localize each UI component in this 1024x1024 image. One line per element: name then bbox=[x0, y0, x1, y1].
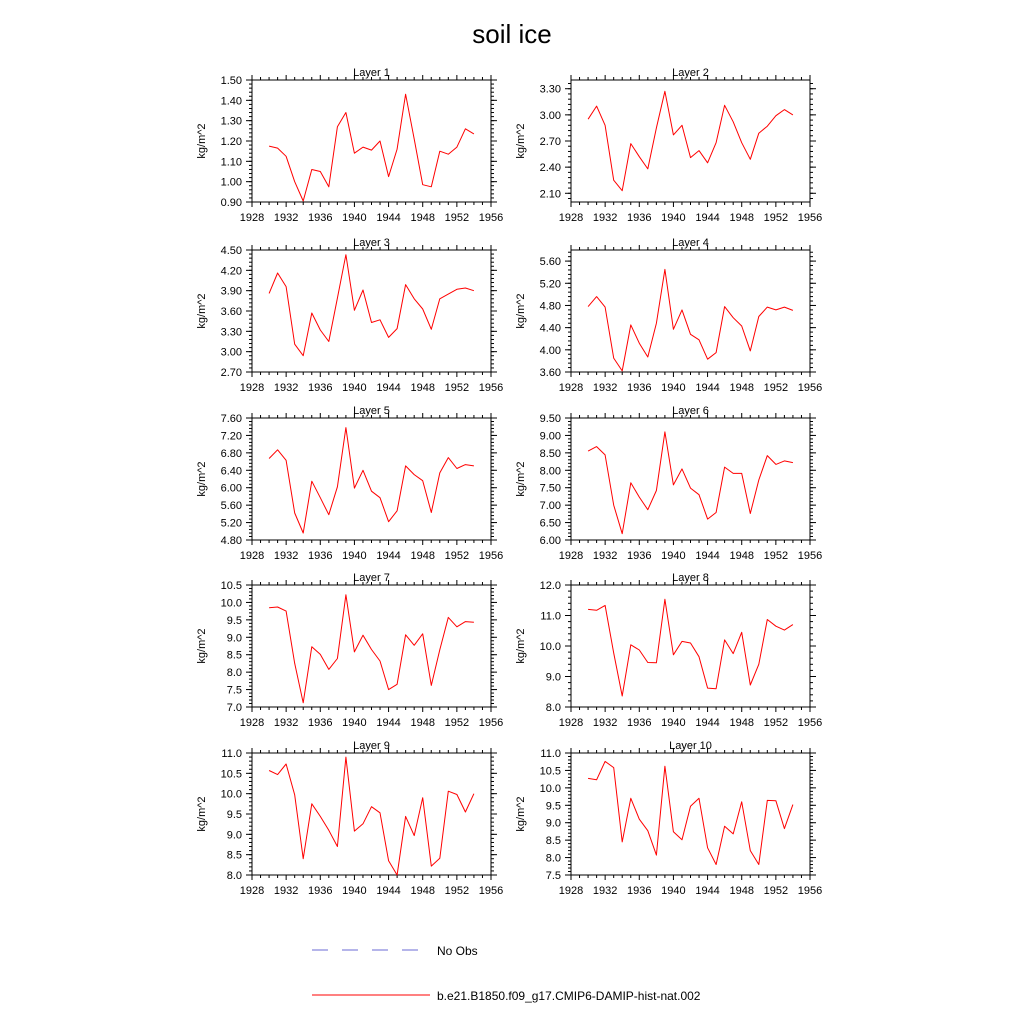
x-tick-label: 1944 bbox=[695, 212, 720, 224]
y-tick-label: 7.5 bbox=[545, 870, 561, 882]
x-tick-label: 1932 bbox=[592, 885, 618, 897]
y-tick-label: 7.0 bbox=[226, 702, 242, 714]
x-tick-label: 1956 bbox=[797, 382, 823, 394]
x-tick-label: 1952 bbox=[444, 382, 470, 394]
x-tick-label: 1932 bbox=[273, 717, 299, 729]
x-tick-label: 1936 bbox=[308, 550, 333, 562]
panel-title: Layer 6 bbox=[672, 405, 709, 417]
y-tick-label: 10.5 bbox=[539, 765, 561, 778]
y-tick-label: 6.00 bbox=[539, 535, 561, 547]
y-tick-label: 6.80 bbox=[220, 447, 242, 460]
x-tick-label: 1944 bbox=[695, 885, 720, 897]
y-tick-label: 11.0 bbox=[540, 748, 561, 760]
y-tick-label: 1.10 bbox=[220, 156, 242, 169]
x-tick-label: 1936 bbox=[627, 382, 652, 394]
y-tick-label: 5.20 bbox=[220, 517, 242, 530]
y-tick-label: 5.20 bbox=[539, 278, 561, 291]
panel-title: Layer 9 bbox=[353, 740, 390, 752]
y-tick-label: 2.40 bbox=[539, 162, 561, 175]
y-tick-label: 7.50 bbox=[539, 482, 561, 495]
y-tick-label: 10.0 bbox=[220, 597, 242, 610]
y-tick-label: 9.5 bbox=[545, 800, 561, 813]
panel-title: Layer 1 bbox=[353, 67, 390, 79]
y-axis-label: kg/m^2 bbox=[196, 123, 208, 159]
x-tick-label: 1956 bbox=[797, 717, 823, 729]
y-tick-label: 9.0 bbox=[226, 632, 242, 645]
y-tick-label: 10.0 bbox=[539, 641, 561, 653]
x-tick-label: 1948 bbox=[729, 550, 754, 562]
x-tick-label: 1956 bbox=[478, 212, 504, 224]
y-tick-label: 8.0 bbox=[226, 870, 242, 882]
y-tick-label: 0.90 bbox=[220, 197, 242, 209]
legend-label-no-obs: No Obs bbox=[437, 944, 478, 958]
y-axis-label: kg/m^2 bbox=[515, 293, 527, 329]
x-tick-label: 1956 bbox=[797, 212, 823, 224]
x-tick-label: 1944 bbox=[695, 717, 720, 729]
y-tick-label: 6.00 bbox=[220, 482, 242, 495]
y-tick-label: 10.0 bbox=[539, 782, 561, 795]
x-tick-label: 1944 bbox=[376, 212, 401, 224]
y-axis-label: kg/m^2 bbox=[196, 796, 208, 832]
x-tick-label: 1952 bbox=[763, 717, 789, 729]
x-tick-label: 1932 bbox=[592, 717, 618, 729]
y-axis-label: kg/m^2 bbox=[196, 461, 208, 497]
x-tick-label: 1944 bbox=[376, 885, 401, 897]
y-tick-label: 1.40 bbox=[220, 95, 242, 108]
panel-title: Layer 8 bbox=[672, 572, 709, 584]
x-tick-label: 1928 bbox=[239, 382, 265, 394]
panel-title: Layer 3 bbox=[353, 237, 390, 249]
y-tick-label: 4.50 bbox=[220, 245, 242, 257]
y-axis-label: kg/m^2 bbox=[515, 796, 527, 832]
x-tick-label: 1952 bbox=[444, 717, 470, 729]
y-tick-label: 7.60 bbox=[220, 413, 242, 425]
y-tick-label: 8.00 bbox=[539, 465, 561, 478]
y-tick-label: 8.5 bbox=[545, 835, 561, 848]
y-axis-label: kg/m^2 bbox=[196, 628, 208, 664]
panel-title: Layer 5 bbox=[353, 405, 390, 417]
x-tick-label: 1928 bbox=[239, 550, 265, 562]
y-tick-label: 3.00 bbox=[220, 346, 242, 359]
y-tick-label: 7.20 bbox=[220, 430, 242, 443]
x-tick-label: 1948 bbox=[729, 717, 754, 729]
x-tick-label: 1928 bbox=[239, 885, 265, 897]
x-tick-label: 1948 bbox=[729, 885, 754, 897]
y-tick-label: 2.70 bbox=[220, 367, 242, 379]
y-tick-label: 3.30 bbox=[539, 83, 561, 96]
x-tick-label: 1936 bbox=[308, 885, 333, 897]
x-tick-label: 1952 bbox=[444, 212, 470, 224]
x-tick-label: 1936 bbox=[627, 717, 652, 729]
x-tick-label: 1944 bbox=[695, 382, 720, 394]
y-tick-label: 8.5 bbox=[226, 649, 242, 662]
y-tick-label: 9.0 bbox=[226, 829, 242, 842]
x-tick-label: 1956 bbox=[478, 885, 504, 897]
x-tick-label: 1940 bbox=[661, 382, 686, 394]
y-tick-label: 1.00 bbox=[220, 176, 242, 189]
y-tick-label: 8.0 bbox=[545, 702, 561, 714]
x-tick-label: 1936 bbox=[308, 212, 333, 224]
x-tick-label: 1948 bbox=[729, 212, 754, 224]
panel-title: Layer 4 bbox=[672, 237, 709, 249]
x-tick-label: 1928 bbox=[558, 382, 584, 394]
y-tick-label: 4.80 bbox=[539, 300, 561, 313]
y-tick-label: 4.00 bbox=[539, 344, 561, 357]
x-tick-label: 1952 bbox=[763, 212, 789, 224]
y-tick-label: 4.20 bbox=[220, 265, 242, 278]
y-tick-label: 7.00 bbox=[539, 500, 561, 513]
y-tick-label: 5.60 bbox=[539, 256, 561, 269]
y-tick-label: 8.50 bbox=[539, 447, 561, 460]
y-tick-label: 5.60 bbox=[220, 500, 242, 513]
y-tick-label: 8.0 bbox=[545, 852, 561, 865]
x-tick-label: 1936 bbox=[627, 885, 652, 897]
x-tick-label: 1952 bbox=[444, 885, 470, 897]
x-tick-label: 1932 bbox=[592, 382, 618, 394]
y-tick-label: 1.20 bbox=[220, 136, 242, 148]
x-tick-label: 1932 bbox=[273, 550, 299, 562]
x-tick-label: 1956 bbox=[478, 550, 504, 562]
panel-title: Layer 7 bbox=[353, 572, 390, 584]
y-axis-label: kg/m^2 bbox=[515, 628, 527, 664]
figure-title: soil ice bbox=[472, 19, 552, 49]
y-tick-label: 3.60 bbox=[539, 367, 561, 379]
y-axis-label: kg/m^2 bbox=[515, 461, 527, 497]
x-tick-label: 1948 bbox=[729, 382, 754, 394]
y-tick-label: 3.90 bbox=[220, 285, 242, 298]
x-tick-label: 1940 bbox=[342, 885, 367, 897]
y-tick-label: 10.5 bbox=[220, 768, 242, 781]
x-tick-label: 1932 bbox=[592, 550, 618, 562]
x-tick-label: 1932 bbox=[273, 212, 299, 224]
x-tick-label: 1928 bbox=[558, 212, 584, 224]
y-tick-label: 4.40 bbox=[539, 322, 561, 335]
x-tick-label: 1944 bbox=[376, 550, 401, 562]
y-tick-label: 2.70 bbox=[539, 136, 561, 148]
x-tick-label: 1928 bbox=[239, 212, 265, 224]
y-tick-label: 10.5 bbox=[220, 580, 242, 592]
x-tick-label: 1940 bbox=[342, 550, 367, 562]
y-tick-label: 9.0 bbox=[545, 817, 561, 830]
x-tick-label: 1928 bbox=[558, 550, 584, 562]
x-tick-label: 1940 bbox=[661, 212, 686, 224]
x-tick-label: 1944 bbox=[695, 550, 720, 562]
x-tick-label: 1956 bbox=[797, 885, 823, 897]
y-tick-label: 2.10 bbox=[539, 188, 561, 201]
x-tick-label: 1932 bbox=[273, 382, 299, 394]
y-axis-label: kg/m^2 bbox=[196, 293, 208, 329]
y-tick-label: 9.0 bbox=[545, 671, 561, 684]
x-tick-label: 1944 bbox=[376, 717, 401, 729]
y-tick-label: 11.0 bbox=[221, 748, 242, 760]
y-tick-label: 9.5 bbox=[226, 809, 242, 821]
x-tick-label: 1932 bbox=[592, 212, 618, 224]
x-tick-label: 1952 bbox=[763, 382, 789, 394]
x-tick-label: 1936 bbox=[627, 212, 652, 224]
y-tick-label: 8.0 bbox=[226, 667, 242, 680]
x-tick-label: 1932 bbox=[273, 885, 299, 897]
x-tick-label: 1956 bbox=[797, 550, 823, 562]
x-tick-label: 1956 bbox=[478, 382, 504, 394]
x-tick-label: 1936 bbox=[308, 717, 333, 729]
x-tick-label: 1940 bbox=[342, 382, 367, 394]
y-tick-label: 3.00 bbox=[539, 109, 561, 122]
panel-title: Layer 2 bbox=[672, 67, 709, 79]
y-tick-label: 6.50 bbox=[539, 517, 561, 530]
y-tick-label: 6.40 bbox=[220, 465, 242, 478]
x-tick-label: 1948 bbox=[410, 382, 435, 394]
y-tick-label: 1.50 bbox=[220, 75, 242, 87]
x-tick-label: 1940 bbox=[661, 550, 686, 562]
x-tick-label: 1940 bbox=[661, 717, 686, 729]
x-tick-label: 1940 bbox=[661, 885, 686, 897]
x-tick-label: 1952 bbox=[763, 885, 789, 897]
y-tick-label: 4.80 bbox=[220, 535, 242, 547]
y-axis-label: kg/m^2 bbox=[515, 123, 527, 159]
legend-label-model: b.e21.B1850.f09_g17.CMIP6-DAMIP-hist-nat.002 bbox=[437, 989, 701, 1003]
x-tick-label: 1944 bbox=[376, 382, 401, 394]
y-tick-label: 8.5 bbox=[226, 849, 242, 862]
x-tick-label: 1928 bbox=[558, 885, 584, 897]
x-tick-label: 1940 bbox=[342, 212, 367, 224]
y-tick-label: 3.30 bbox=[220, 326, 242, 339]
y-tick-label: 7.5 bbox=[226, 684, 242, 697]
x-tick-label: 1940 bbox=[342, 717, 367, 729]
x-tick-label: 1928 bbox=[558, 717, 584, 729]
y-tick-label: 9.50 bbox=[539, 413, 561, 425]
x-tick-label: 1948 bbox=[410, 550, 435, 562]
y-tick-label: 10.0 bbox=[220, 788, 242, 801]
x-tick-label: 1956 bbox=[478, 717, 504, 729]
y-tick-label: 11.0 bbox=[540, 610, 561, 623]
panel-title: Layer 10 bbox=[669, 740, 712, 752]
x-tick-label: 1948 bbox=[410, 717, 435, 729]
y-tick-label: 9.5 bbox=[226, 614, 242, 627]
x-tick-label: 1948 bbox=[410, 212, 435, 224]
x-tick-label: 1928 bbox=[239, 717, 265, 729]
y-tick-label: 12.0 bbox=[539, 580, 561, 592]
x-tick-label: 1936 bbox=[308, 382, 333, 394]
x-tick-label: 1952 bbox=[444, 550, 470, 562]
x-tick-label: 1948 bbox=[410, 885, 435, 897]
x-tick-label: 1952 bbox=[763, 550, 789, 562]
y-tick-label: 9.00 bbox=[539, 430, 561, 443]
y-tick-label: 3.60 bbox=[220, 306, 242, 318]
x-tick-label: 1936 bbox=[627, 550, 652, 562]
y-tick-label: 1.30 bbox=[220, 115, 242, 128]
